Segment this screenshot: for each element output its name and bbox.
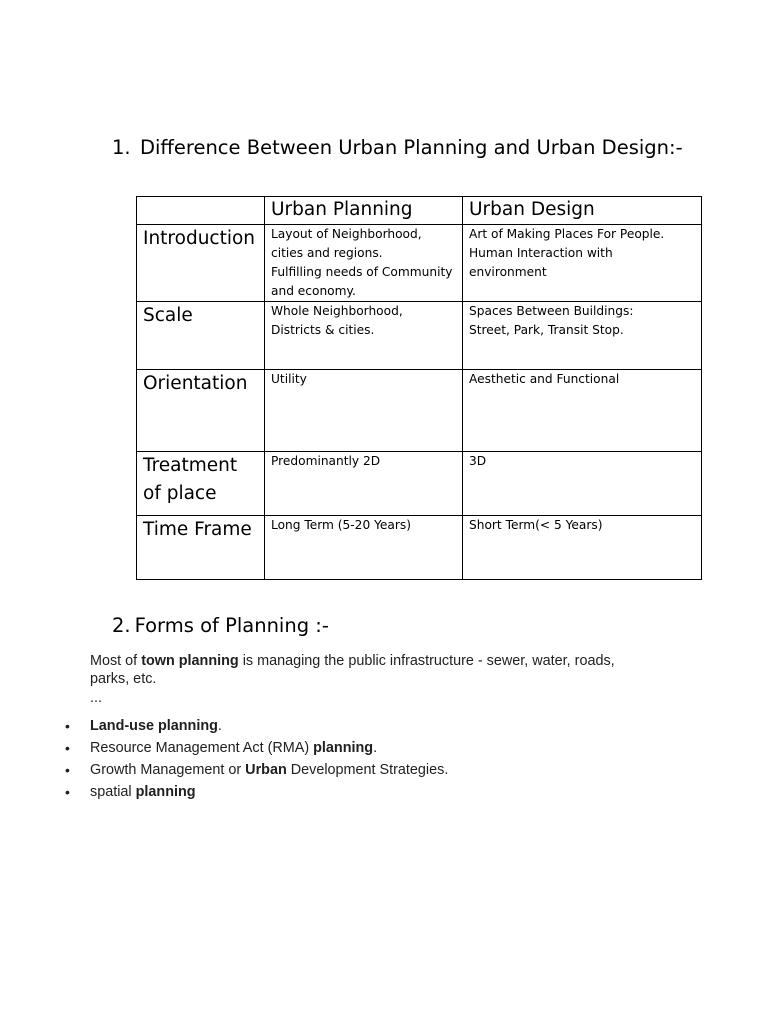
cell-planning-treatment: Predominantly 2D	[265, 452, 463, 516]
bullet-dot: •	[65, 718, 70, 734]
cell-planning-orientation: Utility	[265, 370, 463, 452]
table-row	[137, 452, 702, 516]
cell-planning-time-frame: Long Term (5-20 Years)	[265, 516, 463, 580]
row-label-treatment-of-place: Treatment of place	[137, 452, 265, 516]
row-label-orientation: Orientation	[137, 370, 265, 452]
bullet-dot: •	[65, 784, 70, 800]
cell-design-orientation: Aesthetic and Functional	[463, 370, 702, 452]
row-label-introduction: Introduction	[137, 225, 265, 302]
list-item: • Land-use planning.	[90, 715, 448, 737]
bullet-dot: •	[65, 762, 70, 778]
list-item: • Growth Management or Urban Development Strategies.	[90, 759, 448, 781]
planning-forms-list	[65, 715, 449, 803]
cell-planning-scale: Whole Neighborhood, Districts & cities.	[265, 302, 463, 370]
table-row	[137, 225, 702, 302]
intro-paragraph: Most of town planning is managing the public infrastructure - sewer, water, roads, parks, etc.	[90, 653, 615, 687]
cell-planning-introduction: Layout of Neighborhood, cities and regions. Fulfilling needs of Community and economy.	[265, 225, 463, 302]
table-row	[137, 302, 702, 370]
header-cell-empty	[137, 197, 265, 225]
paragraph-ellipsis: ...	[90, 690, 102, 706]
cell-design-scale: Spaces Between Buildings: Street, Park, Transit Stop.	[463, 302, 702, 370]
list-item: • spatial planning	[90, 781, 448, 803]
section-2-number: 2.	[112, 614, 131, 637]
section-1-number: 1.	[112, 136, 131, 159]
section-2-title: Forms of Planning :-	[134, 614, 329, 637]
bullet-dot: •	[65, 740, 70, 756]
comparison-table	[136, 196, 702, 580]
cell-design-introduction: Art of Making Places For People. Human Interaction with environment	[463, 225, 702, 302]
table-row	[137, 370, 702, 452]
cell-design-treatment: 3D	[463, 452, 702, 516]
list-item: • Resource Management Act (RMA) planning.	[90, 737, 448, 759]
table-header-row	[137, 197, 702, 225]
cell-design-time-frame: Short Term(< 5 Years)	[463, 516, 702, 580]
header-cell-urban-design: Urban Design	[463, 197, 702, 225]
section-1-heading	[112, 136, 683, 160]
section-1-title: Difference Between Urban Planning and Urban Design:-	[140, 136, 683, 159]
section-2-heading	[112, 614, 329, 638]
row-label-time-frame: Time Frame	[137, 516, 265, 580]
header-cell-urban-planning: Urban Planning	[265, 197, 463, 225]
row-label-scale: Scale	[137, 302, 265, 370]
bold-town-planning: town planning	[141, 653, 239, 669]
table-row	[137, 516, 702, 580]
